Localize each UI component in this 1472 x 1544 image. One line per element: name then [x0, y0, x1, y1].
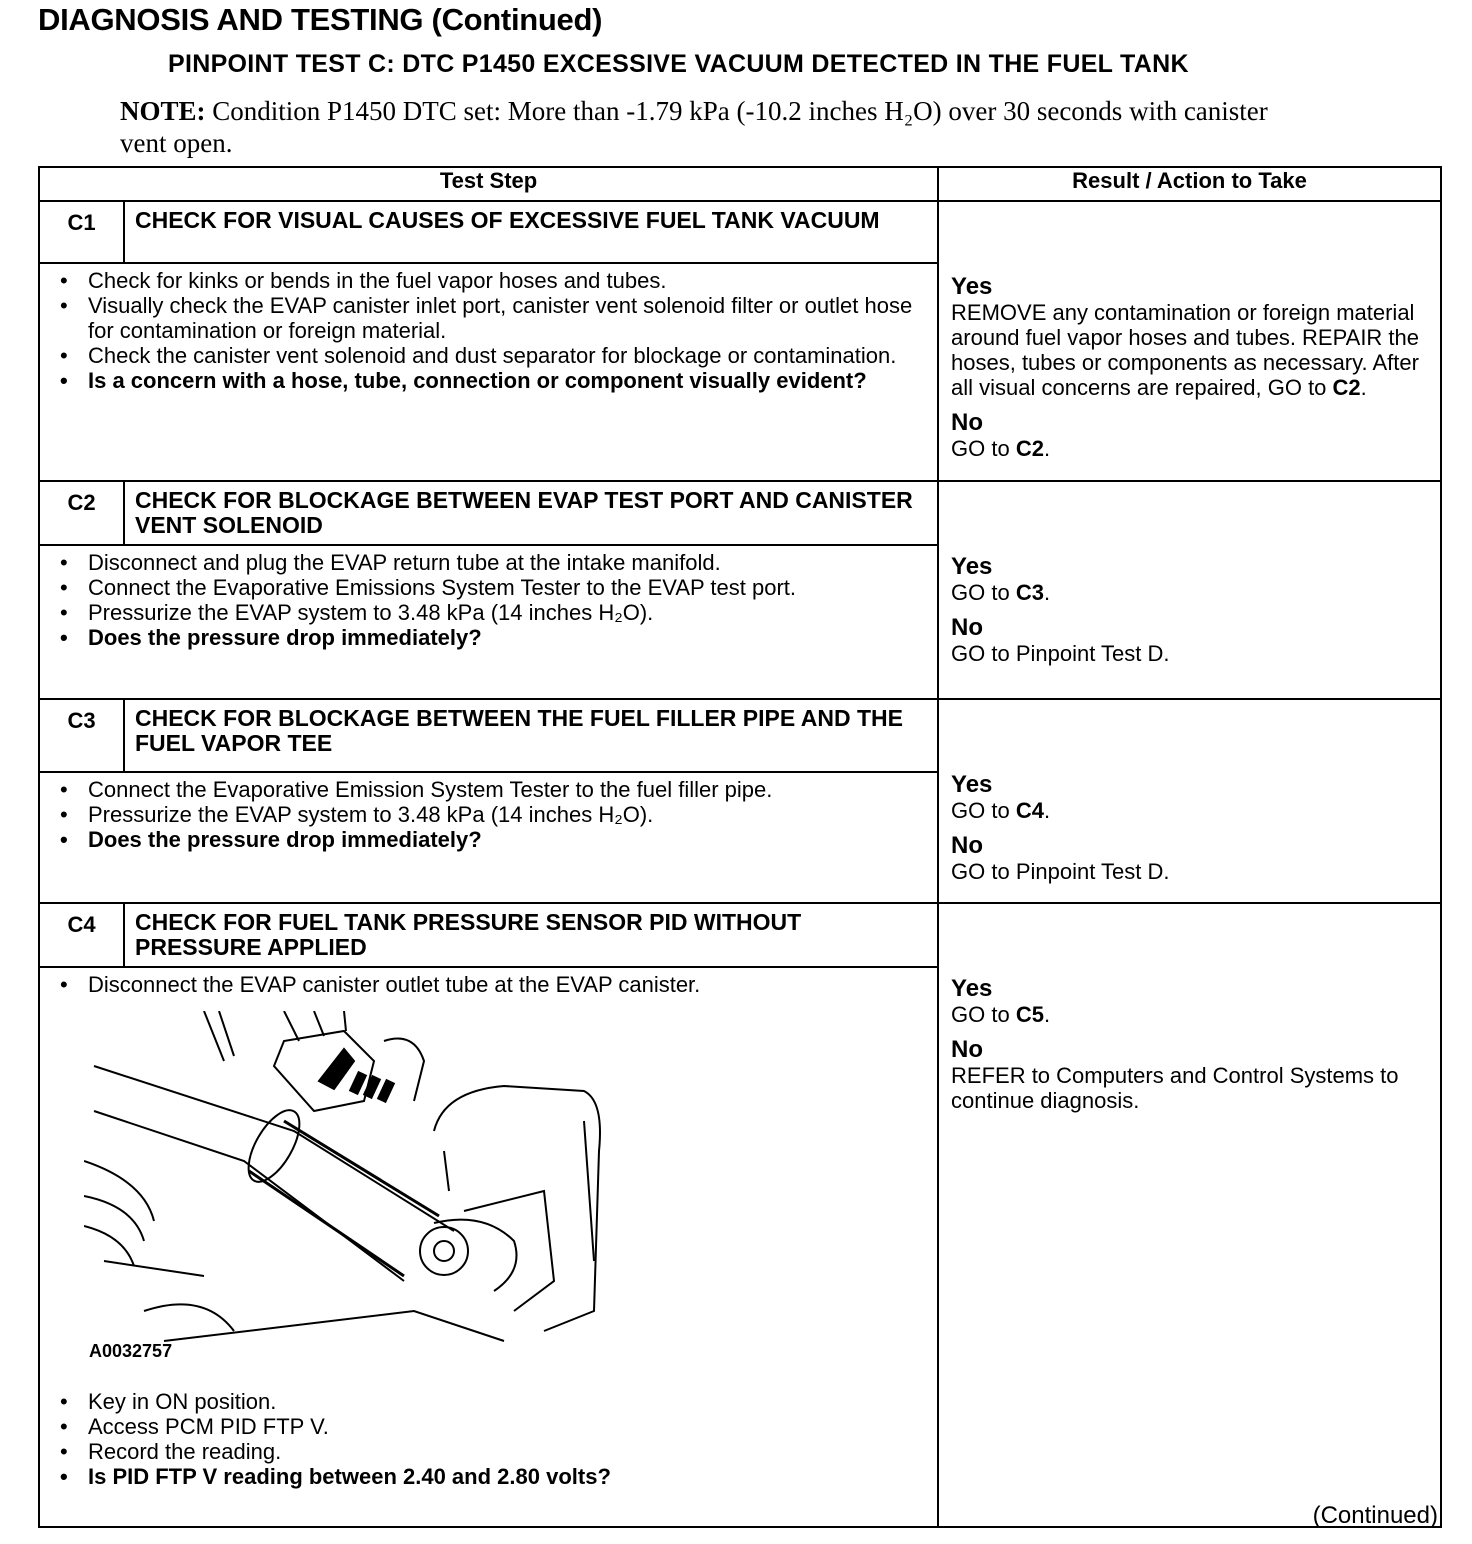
- step-row-title: [39, 699, 1441, 772]
- no-action: REFER to Computers and Control Systems to continue diagnosis.: [951, 1063, 1399, 1113]
- step-id: C3: [39, 699, 124, 772]
- no-label: No: [951, 409, 984, 436]
- yes-label: Yes: [951, 771, 993, 798]
- bullet-question: • Does the pressure drop immediately?: [54, 625, 923, 650]
- yes-text: REMOVE any contamination or foreign material around fuel vapor hoses and tubes. REPAIR the hoses, tubes or components as necessary. After all visual concerns are repaired, GO to: [951, 300, 1420, 400]
- step-body: [39, 967, 938, 1527]
- yes-ref: C4: [1015, 798, 1044, 823]
- bullet-item: • Disconnect and plug the EVAP return tube at the intake manifold.: [54, 550, 923, 575]
- bullet-list: [54, 972, 923, 997]
- step-id: C1: [39, 201, 124, 263]
- note: [120, 95, 1320, 159]
- bullet-item: • Key in ON position.: [54, 1389, 923, 1414]
- step-body: [39, 545, 938, 699]
- step-id: C4: [39, 903, 124, 967]
- step-title: CHECK FOR FUEL TANK PRESSURE SENSOR PID WITHOUT PRESSURE APPLIED: [124, 903, 938, 967]
- col-test-step: Test Step: [39, 167, 938, 201]
- step-result: [938, 201, 1441, 481]
- bullet-item: • Check the canister vent solenoid and dust separator for blockage or contamination.: [54, 343, 923, 368]
- step-row-title: [39, 201, 1441, 263]
- evap-hose-drawing: [84, 1011, 624, 1351]
- col-result: Result / Action to Take: [938, 167, 1441, 201]
- no-label: No: [951, 1036, 984, 1063]
- yes-action: GO to C5.: [951, 1002, 1051, 1027]
- bullet-item: • Pressurize the EVAP system to 3.48 kPa (14 inches H₂O).: [54, 600, 923, 625]
- pinpoint-test-title: PINPOINT TEST C: DTC P1450 EXCESSIVE VACUUM DETECTED IN THE FUEL TANK: [168, 50, 1189, 78]
- bullet-question: • Is PID FTP V reading between 2.40 and 2.80 volts?: [54, 1464, 923, 1489]
- step-body: [39, 772, 938, 903]
- bullet-item: • Disconnect the EVAP canister outlet tube at the EVAP canister.: [54, 972, 923, 997]
- yes-text: GO to: [951, 1002, 1010, 1027]
- bullet-item: • Connect the Evaporative Emission System Tester to the fuel filler pipe.: [54, 777, 923, 802]
- bullet-list-after: [54, 1389, 923, 1489]
- yes-label: Yes: [951, 553, 993, 580]
- step-id: C2: [39, 481, 124, 545]
- yes-text: GO to: [951, 580, 1010, 605]
- bullet-list: [54, 550, 923, 650]
- no-action: GO to C2.: [951, 436, 1051, 461]
- continued-label: (Continued): [1312, 1502, 1438, 1529]
- yes-text: GO to: [951, 798, 1010, 823]
- step-title: CHECK FOR VISUAL CAUSES OF EXCESSIVE FUEL TANK VACUUM: [124, 201, 938, 263]
- yes-action: GO to C4.: [951, 798, 1051, 823]
- no-action: GO to Pinpoint Test D.: [951, 641, 1170, 666]
- step-title: CHECK FOR BLOCKAGE BETWEEN EVAP TEST PORT AND CANISTER VENT SOLENOID: [124, 481, 938, 545]
- bullet-list: [54, 268, 923, 393]
- note-label: NOTE:: [120, 96, 206, 126]
- bullet-question: • Does the pressure drop immediately?: [54, 827, 923, 852]
- no-text: GO to: [951, 436, 1010, 461]
- step-result: [938, 903, 1441, 1527]
- step-result: [938, 699, 1441, 903]
- figure-caption: A0032757: [89, 1341, 173, 1361]
- yes-label: Yes: [951, 273, 993, 300]
- step-body: [39, 263, 938, 481]
- bullet-question: • Is a concern with a hose, tube, connection or component visually evident?: [54, 368, 923, 393]
- bullet-item: • Check for kinks or bends in the fuel vapor hoses and tubes.: [54, 268, 923, 293]
- test-step-table: [38, 166, 1442, 1528]
- yes-ref: C2: [1332, 375, 1361, 400]
- step-row-title: [39, 903, 1441, 967]
- no-label: No: [951, 614, 984, 641]
- step-title: CHECK FOR BLOCKAGE BETWEEN THE FUEL FILLER PIPE AND THE FUEL VAPOR TEE: [124, 699, 938, 772]
- no-label: No: [951, 832, 984, 859]
- yes-action: GO to C3.: [951, 580, 1051, 605]
- yes-ref: C5: [1015, 1002, 1044, 1027]
- step-result: [938, 481, 1441, 699]
- bullet-item: • Pressurize the EVAP system to 3.48 kPa (14 inches H₂O).: [54, 802, 923, 827]
- note-text: Condition P1450 DTC set: More than -1.79 kPa (-10.2 inches H₂O) over 30 seconds with canister vent open.: [120, 96, 1268, 158]
- no-ref: C2: [1015, 436, 1044, 461]
- bullet-item: • Visually check the EVAP canister inlet port, canister vent solenoid filter or outlet hose for contamination or foreign material.: [54, 293, 923, 343]
- table-header-row: [39, 167, 1441, 201]
- yes-label: Yes: [951, 975, 993, 1002]
- step-row-title: [39, 481, 1441, 545]
- bullet-item: • Connect the Evaporative Emissions System Tester to the EVAP test port.: [54, 575, 923, 600]
- evap-canister-illustration: [84, 1011, 624, 1371]
- page-title: DIAGNOSIS AND TESTING (Continued): [38, 2, 603, 37]
- no-action: GO to Pinpoint Test D.: [951, 859, 1170, 884]
- yes-ref: C3: [1015, 580, 1044, 605]
- bullet-item: • Record the reading.: [54, 1439, 923, 1464]
- bullet-list: [54, 777, 923, 852]
- yes-action: REMOVE any contamination or foreign material around fuel vapor hoses and tubes. REPAIR the hoses, tubes or components as necessary. After all visual concerns are repaired, GO to C2.: [951, 300, 1420, 400]
- bullet-item: • Access PCM PID FTP V.: [54, 1414, 923, 1439]
